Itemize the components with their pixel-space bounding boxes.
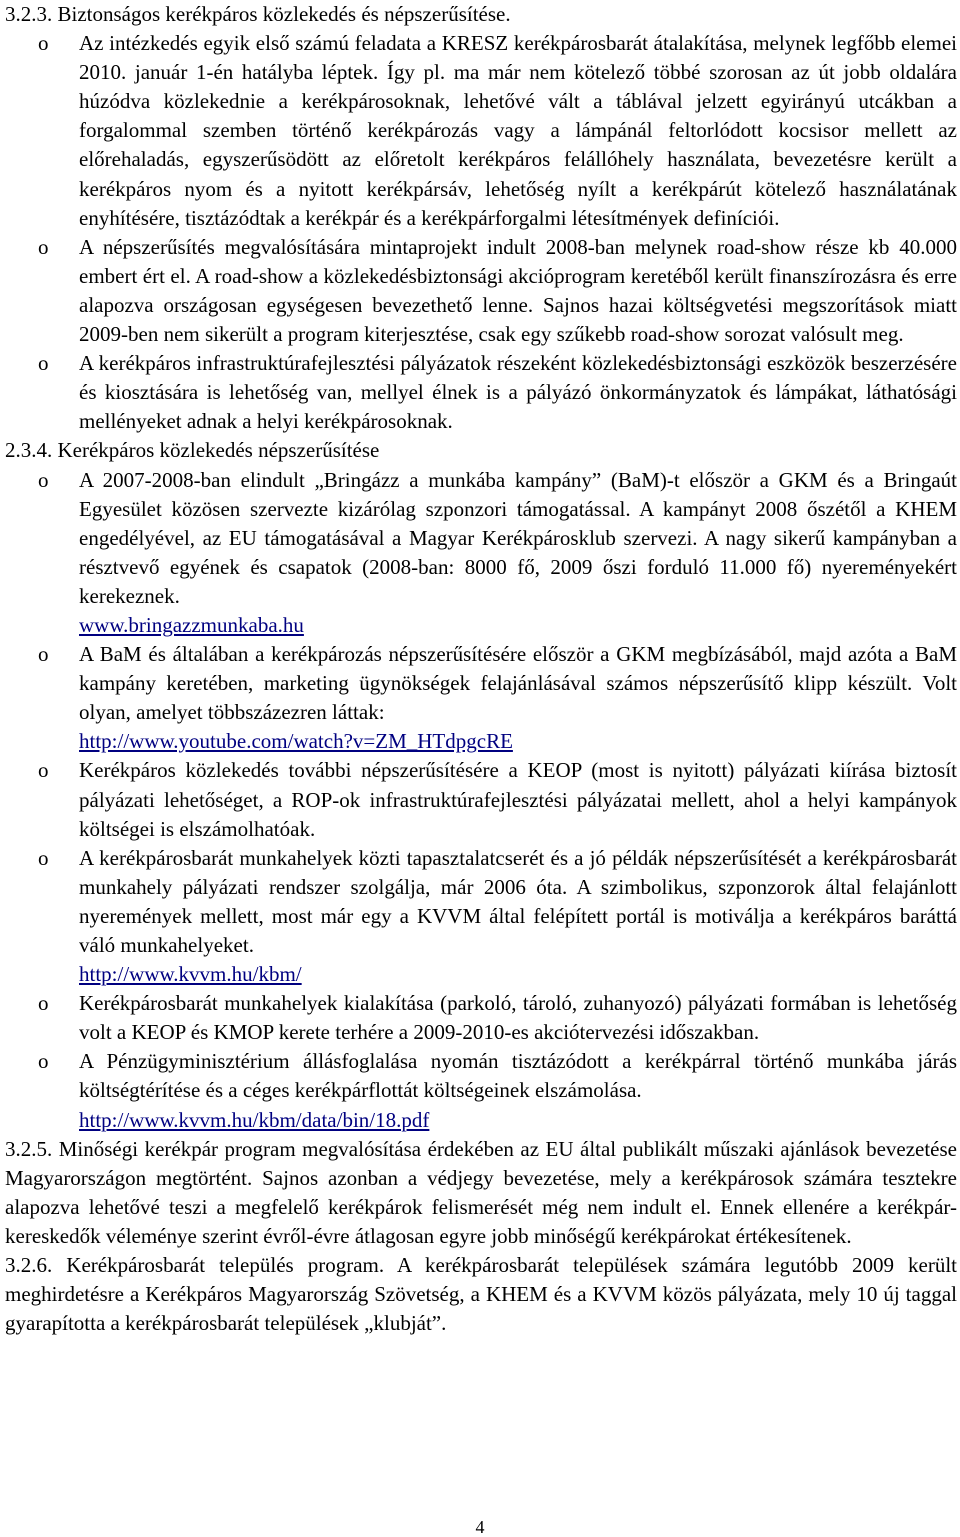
document-page (5, 0, 957, 1338)
list-item-text: A népszerűsítés megvalósítására mintaprojekt indult 2008-ban melynek road-show része kb 40.000 embert ért el. A road-show a közlekedésbiztonsági akcióprogram keretéből került finanszírozásra és erre alapozva országosan egységesen bevezethető lenne. Sajnos hazai költségvetési megszorítások miatt 2009-ben nem sikerült a program kiterjesztése, csak egy szűkebb road-show sorozat valósult meg. (79, 234, 957, 347)
bullet-marker: o (38, 1049, 49, 1074)
section-paragraph-3-2-6: 3.2.6. Kerékpárosbarát település program. A kerékpárosbarát települések számára legutóbb 2009 került meghirdetésre a Kerékpáros Magyarország Szövetség, a KHEM és a KVVM közös pályázata, mely 10 új taggal gyarapította a kerékpárosbarát települések „klubját”. (5, 1253, 957, 1336)
section-heading-2-3-4: 2.3.4. Kerékpáros közlekedés népszerűsítése (5, 438, 380, 463)
list-item (5, 756, 957, 843)
list-item-text: A BaM és általában a kerékpározás népszerűsítésére először a GKM megbízásából, majd azóta a BaM kampány keretében, marketing ügynökségek felajánlásával számos népszerűsítő klipp készült. Volt olyan, amelyet többszázezren láttak: (79, 642, 957, 725)
bullet-marker: o (38, 758, 49, 783)
bullet-marker: o (38, 845, 49, 870)
page-number: 4 (475, 1517, 485, 1537)
list-item-text: Kerékpárosbarát munkahelyek kialakítása (parkoló, tároló, zuhanyozó) pályázati formában is lehetőség volt a KEOP és KMOP kerete terhére a 2009-2010-es akciótervezési időszakban. (79, 991, 957, 1045)
bullet-marker: o (38, 234, 49, 259)
bringazzmunkaba-link[interactable]: www.bringazzmunkaba.hu (79, 612, 304, 637)
youtube-link[interactable]: http://www.youtube.com/watch?v=ZM_HTdpgcRE (79, 729, 513, 754)
section-paragraph-3-2-5: 3.2.5. Minőségi kerékpár program megvalósítása érdekében az EU által publikált műszaki ajánlások bevezetése Magyarországon megtörtént. Sajnos azonban a védjegy bevezetése, mely a kerékpárosok számára tesztekre alapozva lehetővé teszi a megfelelő kerékpárok felismerését még nem indult el. Ennek ellenére a kerékpár-kereskedők véleménye szerint évről-évre átlagosan egyre jobb minőségű kerékpárokat értékesítenek. (5, 1136, 957, 1248)
list-item-text: Az intézkedés egyik első számú feladata a KRESZ kerékpárosbarát átalakítása, melynek legfőbb elemei 2010. január 1-én hatályba léptek. Így pl. ma már nem kötelező többé szorosan az út jobb oldalára húzódva közlekednie a kerékpárosoknak, lehetővé vált a táblával jelzett egyirányú utcákban a forgalommal szemben történő kerékpározás vagy a lámpánál feltorlódott kocsisor mellett az előrehaladás, egyszerűsödött az előretolt kerékpáros felállóhely használata, bevezetésre került a kerékpáros nyom és a nyitott kerékpársáv, lehetőség nyílt a kerékpárút kötelező használatának enyhítésére, tisztázódtak a kerékpár és a kerékpárforgalmi létesítmények definíciói. (79, 31, 957, 230)
list-item (5, 640, 957, 756)
list-item-text: Kerékpáros közlekedés további népszerűsítésére a KEOP (most is nyitott) pályázati kiírása biztosít pályázati lehetőséget, a ROP-ok infrastruktúrafejlesztési pályázatai mellett, ahol a helyi kampányok költségei is elszámolhatóak. (79, 758, 957, 841)
list-item (5, 844, 957, 989)
list-item-text: A 2007-2008-ban elindult „Bringázz a munkába kampány” (BaM)-t először a GKM és a Bringaút Egyesület közösen szervezte kizárólag szponzori támogatással. A kampányt 2008 őszétől a KHEM engedélyével, az EU támogatásával a Magyar Kerékpárosklub szervezi. A nagy sikerű kampányban a résztvevő egyének és csapatok (2008-ban: 8000 fő, 2009 őszi forduló 11.000 fő) nyereményekért kerekeznek. (79, 467, 957, 608)
kvvm-pdf-link[interactable]: http://www.kvvm.hu/kbm/data/bin/18.pdf (79, 1107, 430, 1132)
bullet-list-3-2-3 (5, 29, 957, 436)
bullet-marker: o (38, 351, 49, 376)
bullet-marker: o (38, 31, 49, 56)
list-item (5, 466, 957, 641)
bullet-list-2-3-4 (5, 466, 957, 1135)
list-item-text: A Pénzügyminisztérium állásfoglalása nyomán tisztázódott a kerékpárral történő munkába járás költségtérítése és a céges kerékpárflottát költségeinek elszámolása. (79, 1049, 957, 1103)
list-item (5, 349, 957, 436)
list-item (5, 29, 957, 233)
kvvm-kbm-link[interactable]: http://www.kvvm.hu/kbm/ (79, 962, 302, 987)
list-item (5, 989, 957, 1047)
bullet-marker: o (38, 991, 49, 1016)
list-item (5, 233, 957, 349)
section-heading-3-2-3: 3.2.3. Biztonságos kerékpáros közlekedés és népszerűsítése. (5, 2, 511, 26)
bullet-marker: o (38, 642, 49, 667)
list-item-text: A kerékpárosbarát munkahelyek közti tapasztalatcserét és a jó példák népszerűsítését a kerékpárosbarát munkahely pályázati rendszer szolgálja, már 2006 óta. A szimbolikus, szponzorok által felajánlott nyeremények mellett, most már egy a KVVM által felépített portál is motiválja a kerékpáros baráttá váló munkahelyeket. (79, 845, 957, 957)
list-item-text: A kerékpáros infrastruktúrafejlesztési pályázatok részeként közlekedésbiztonsági eszközök beszerzésére és kiosztására is lehetőség van, mellyel élnek is a pályázó önkormányzatok és lámpákat, láthatósági mellényeket adnak a helyi kerékpárosoknak. (79, 351, 957, 434)
list-item (5, 1047, 957, 1134)
bullet-marker: o (38, 467, 49, 492)
